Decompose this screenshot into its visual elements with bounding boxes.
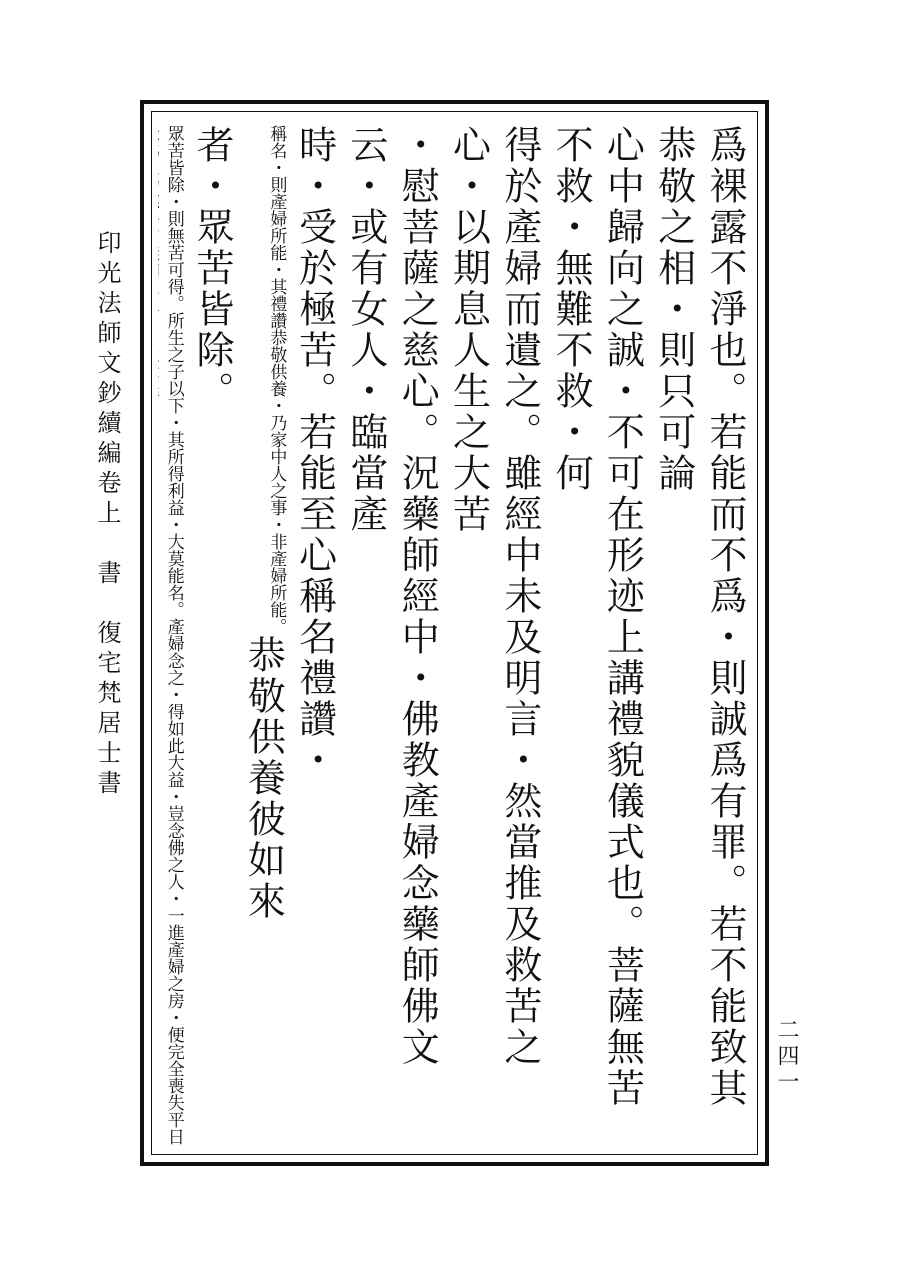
annotation-note: 稱名・則產婦所能・其禮讚恭敬供養・乃家中人之事・非產婦所能。 [266, 125, 287, 635]
page-number: 二四一 [774, 1018, 799, 1096]
text-column [237, 125, 340, 1145]
running-header: 印光法師文鈔續編卷上 書 復宅梵居士書 [93, 230, 121, 800]
main-text [158, 125, 750, 1145]
main-text-segment: ・慰菩薩之慈心。況藥師經中・佛教產婦念藥師佛文云・或有女人・臨當產 [343, 125, 440, 1068]
main-text-segment: 時・受於極苦。若能至心稱名禮讚・ [292, 125, 337, 781]
text-column [545, 125, 648, 1145]
main-text-segment: 爲裸露不淨也。若能而不爲・則誠爲有罪。若不能致其恭敬之相・則只可論 [651, 125, 747, 1109]
text-column [158, 125, 237, 1145]
text-column [647, 125, 750, 1145]
main-text-segment: 者・眾苦皆除。 [190, 125, 235, 412]
main-text-segment: 得於產婦而遺之。雖經中未及明言・然當推及救苦之心・以期息人生之大苦 [446, 125, 542, 1068]
main-text-segment: 恭敬供養彼如來 [241, 635, 286, 922]
annotation-note: 眾苦皆除・則無苦可得。所生之子以下・其所得利益・大莫能名。產婦念之・得如此大益・豈念佛之人・一進產婦之房・便完全喪失平日 [163, 125, 184, 1145]
text-column [340, 125, 443, 1145]
text-column [442, 125, 545, 1145]
main-text-segment: 心中歸向之誠・不可在形迹上講禮貌儀式也。菩薩無苦不救・無難不救・何 [549, 125, 645, 1109]
